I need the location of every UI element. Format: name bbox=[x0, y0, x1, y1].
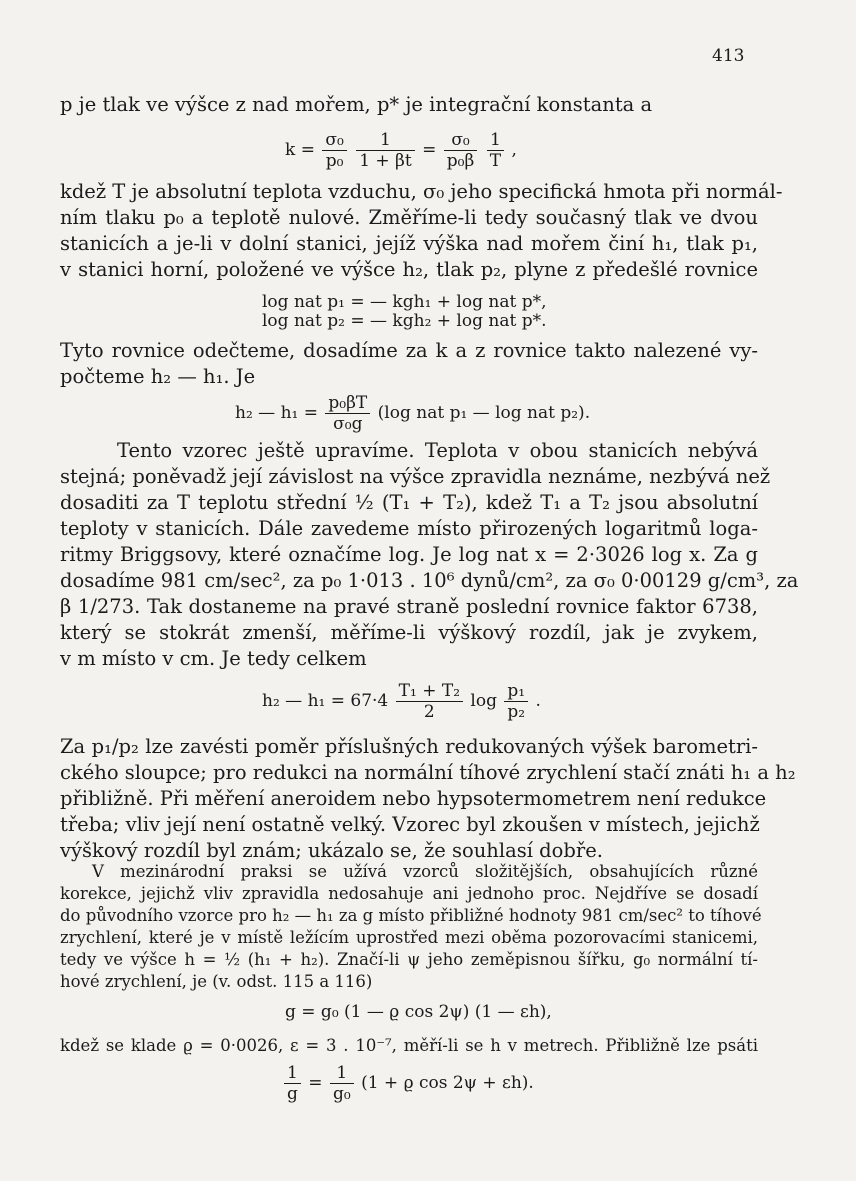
equation-height-difference bbox=[235, 393, 590, 434]
text-line: počteme h₂ — h₁. Je bbox=[60, 365, 256, 388]
text-line: třeba; vliv její není ostatně velký. Vzorec byl zkoušen v místech, jejichž bbox=[60, 813, 760, 836]
equation-barometric-fraction bbox=[396, 681, 463, 722]
text-line: ním tlaku p₀ a teplotě nulové. Změříme-li tedy současný tlak ve dvou bbox=[60, 206, 758, 229]
text-line: kdež T je absolutní teplota vzduchu, σ₀ jeho specifická hmota při normál- bbox=[60, 180, 783, 203]
equation-barometric-lhs: h₂ — h₁ = 67·4 bbox=[262, 691, 389, 711]
equation-reciprocal-gravity bbox=[282, 1063, 534, 1104]
fraction-denominator: g₀ bbox=[332, 1084, 351, 1104]
small-text-line: kdež se klade ϱ = 0·0026, ε = 3 . 10⁻⁷, měří-li se h v metrech. Přibližně lze psáti bbox=[60, 1036, 758, 1055]
text-line: p je tlak ve výšce z nad mořem, p* je integrační konstanta a bbox=[60, 93, 653, 116]
equation-k-fraction bbox=[444, 130, 478, 171]
small-text-line: hové zrychlení, je (v. odst. 115 a 116) bbox=[60, 972, 373, 991]
equation-log-nat-2: log nat p₂ = — kgh₂ + log nat p*. bbox=[262, 311, 547, 331]
fraction-denominator: p₀ bbox=[325, 151, 344, 171]
text-line: stejná; poněvadž její závislost na výšce zpravidla neznáme, nezbývá než bbox=[60, 465, 771, 488]
text-line: který se stokrát zmenší, měříme-li výškový rozdíl, jak je zvykem, bbox=[60, 621, 758, 644]
fraction-denominator: p₂ bbox=[507, 702, 526, 722]
text-line: dosadíme 981 cm/sec², za p₀ 1·013 . 10⁶ dynů/cm², za σ₀ 0·00129 g/cm³, za bbox=[60, 569, 799, 592]
text-line: Za p₁/p₂ lze zavésti poměr příslušných redukovaných výšek barometri- bbox=[60, 735, 758, 758]
text-line: ckého sloupce; pro redukci na normální tíhové zrychlení stačí znáti h₁ a h₂ bbox=[60, 761, 796, 784]
fraction-numerator: p₁ bbox=[504, 681, 528, 702]
fraction-denominator: 2 bbox=[423, 702, 435, 722]
equation-k bbox=[285, 130, 517, 171]
text-line: v stanici horní, položené ve výšce h₂, tlak p₂, plyne z předešlé rovnice bbox=[60, 258, 758, 281]
text-line: přibližně. Při měření aneroidem nebo hypsotermometrem není redukce bbox=[60, 787, 767, 810]
equation-k-lhs: k = bbox=[285, 140, 315, 160]
equation-barometric-formula bbox=[262, 681, 541, 722]
fraction-numerator: T₁ + T₂ bbox=[396, 681, 463, 702]
equation-k-equals: = bbox=[422, 140, 437, 160]
equation-k-fraction bbox=[487, 130, 504, 171]
equation-height-lhs: h₂ — h₁ = bbox=[235, 403, 318, 423]
text-line: Tyto rovnice odečteme, dosadíme za k a z rovnice takto nalezené vy- bbox=[60, 339, 758, 362]
fraction-numerator: 1 bbox=[284, 1063, 301, 1084]
small-text-line: tedy ve výšce h = ½ (h₁ + h₂). Značí-li ψ jeho zeměpisnou šířku, g₀ normální tí- bbox=[60, 950, 758, 969]
equation-height-fraction bbox=[325, 393, 370, 434]
fraction-denominator: g bbox=[287, 1084, 298, 1104]
equation-k-fraction bbox=[322, 130, 346, 171]
equation-barometric-tail: . bbox=[535, 691, 541, 711]
small-text-line: do původního vzorce pro h₂ — h₁ za g místo přibližné hodnoty 981 cm/sec² to tíhové bbox=[60, 906, 762, 925]
fraction-numerator: σ₀ bbox=[444, 130, 478, 151]
page-number: 413 bbox=[712, 46, 745, 66]
fraction-numerator: 1 bbox=[330, 1063, 354, 1084]
text-line: β 1/273. Tak dostaneme na pravé straně poslední rovnice faktor 6738, bbox=[60, 595, 758, 618]
fraction-numerator: 1 bbox=[356, 130, 415, 151]
equation-k-fraction bbox=[356, 130, 415, 171]
equation-reciprocal-fraction bbox=[330, 1063, 354, 1104]
equation-gravity: g = g₀ (1 — ϱ cos 2ψ) (1 — εh), bbox=[285, 1002, 552, 1022]
text-line: Tento vzorec ještě upravíme. Teplota v obou stanicích nebývá bbox=[117, 439, 758, 462]
text-line: v m místo v cm. Je tedy celkem bbox=[60, 647, 367, 670]
small-text-line: V mezinárodní praksi se užívá vzorců složitějších, obsahujících různé bbox=[92, 862, 758, 881]
small-text-line: zrychlení, které je v místě ležícím uprostřed mezi oběma pozorovacími stanicemi, bbox=[60, 928, 758, 947]
fraction-denominator: σ₀g bbox=[333, 414, 363, 434]
fraction-numerator: p₀βT bbox=[325, 393, 370, 414]
text-line: stanicích a je-li v dolní stanici, jejíž výška nad mořem činí h₁, tlak p₁, bbox=[60, 232, 758, 255]
text-line: ritmy Briggsovy, které označíme log. Je log nat x = 2·3026 log x. Za g bbox=[60, 543, 758, 566]
text-line: teploty v stanicích. Dále zavedeme místo přirozených logaritmů loga- bbox=[60, 517, 758, 540]
equation-barometric-fraction bbox=[504, 681, 528, 722]
fraction-denominator: 1 + βt bbox=[359, 151, 412, 171]
equation-reciprocal-tail: (1 + ϱ cos 2ψ + εh). bbox=[361, 1073, 534, 1093]
fraction-denominator: p₀β bbox=[446, 151, 475, 171]
small-text-line: korekce, jejichž vliv zpravidla nedosahuje ani jednoho proc. Nejdříve se dosadí bbox=[60, 884, 758, 903]
text-line: výškový rozdíl byl znám; ukázalo se, že souhlasí dobře. bbox=[60, 839, 603, 862]
fraction-denominator: T bbox=[489, 151, 502, 171]
text-line: dosaditi za T teplotu střední ½ (T₁ + T₂), kdež T₁ a T₂ jsou absolutní bbox=[60, 491, 758, 514]
equation-reciprocal-fraction bbox=[284, 1063, 301, 1104]
equation-height-tail: (log nat p₁ — log nat p₂). bbox=[377, 403, 591, 423]
fraction-numerator: 1 bbox=[487, 130, 504, 151]
equation-barometric-log: log bbox=[470, 691, 497, 711]
equation-reciprocal-equals: = bbox=[308, 1073, 323, 1093]
fraction-numerator: σ₀ bbox=[322, 130, 346, 151]
equation-k-tail: , bbox=[511, 140, 517, 160]
equation-log-nat-1: log nat p₁ = — kgh₁ + log nat p*, bbox=[262, 292, 547, 312]
